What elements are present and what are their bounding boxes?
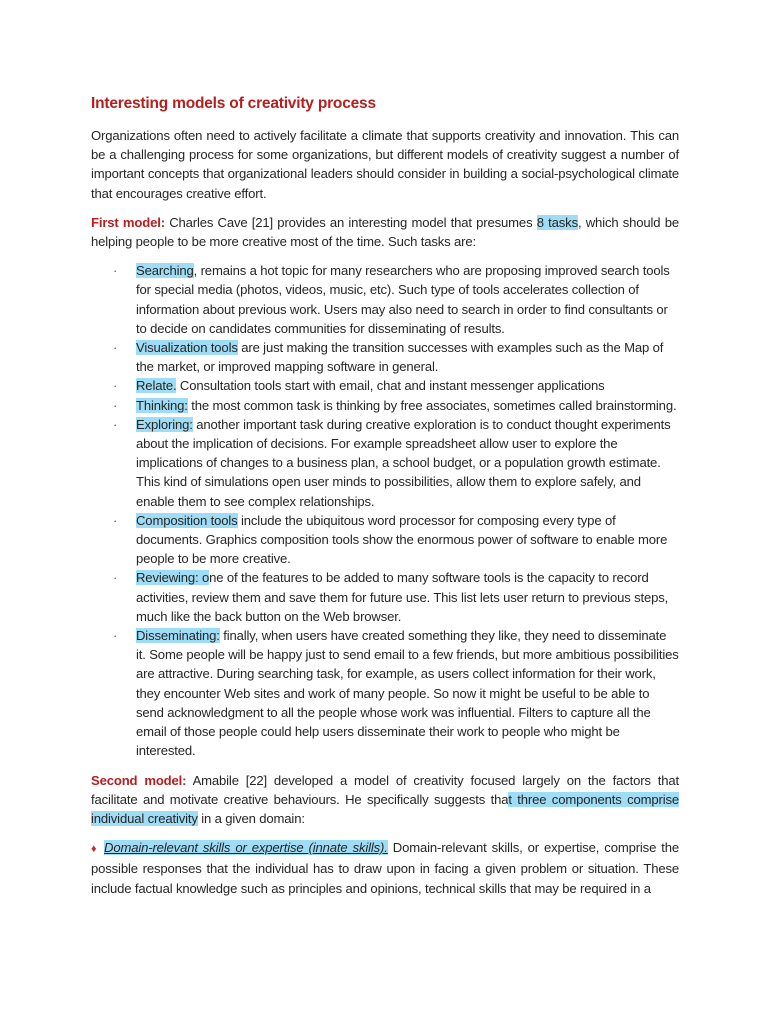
list-item [91, 396, 679, 415]
bullet-icon: · [113, 570, 118, 586]
task-term: Exploring: [136, 416, 193, 432]
first-model-paragraph [91, 213, 679, 251]
list-item [91, 415, 679, 511]
task-term: Relate. [136, 378, 177, 394]
second-model-text-a: Amabile [22] developed a model of creativity focused largely on the factors that facilitate and motivate creative behaviours. He specifically suggests tha [91, 772, 679, 807]
domain-skills-text: Domain-relevant skills, or expertise, comprise the possible responses that the individual has to draw upon in facing a given problem or situation. These include factual knowledge such as principles and opinions, technical skills that may be required in a [91, 840, 679, 896]
task-term: Thinking: [136, 397, 188, 413]
bullet-icon: · [113, 416, 118, 432]
second-model-text-b: in a given domain: [197, 810, 305, 826]
bullet-icon: · [113, 628, 118, 644]
task-term: Composition tools [136, 512, 238, 528]
list-item [91, 261, 679, 338]
task-list [91, 261, 679, 760]
bullet-icon: · [113, 340, 118, 356]
diamond-bullet-icon: ♦ [91, 843, 99, 856]
intro-paragraph: Organizations often need to actively facilitate a climate that supports creativity and innovation. This can be a challenging process for some organizations, but different models of creativity suggest a number of important concepts that organizational leaders should consider in building a social-psychological climate that encourages creative effort. [91, 128, 679, 201]
task-text: the most common task is thinking by free associates, sometimes called brainstorming. [187, 397, 677, 413]
section-title: Interesting models of creativity process [91, 95, 376, 112]
bullet-icon: · [113, 378, 118, 394]
second-model-paragraph [91, 771, 679, 829]
first-model-text-b: , which should be helping people to be more creative most of the time. Such tasks are: [91, 214, 679, 250]
first-model-highlight: 8 tasks [536, 214, 578, 230]
task-text: ne of the features to be added to many software tools is the capacity to record activities, review them and save them for future use. This list lets user return to previous steps, much like the back button on the Web browser. [136, 570, 669, 624]
bullet-icon: · [113, 512, 118, 528]
task-text: , remains a hot topic for many researchers who are proposing improved search tools for special media (photos, videos, music, etc). Such type of tools accelerates collection of information about previous work. Users may also need to search in order to find consultants or to decide on candidates communities for disseminating of results. [136, 263, 670, 336]
task-text: include the ubiquitous word processor for composing every type of documents. Graphics composition tools show the enormous power of software to enable more people to be more creative. [136, 512, 668, 567]
document-content [91, 94, 679, 908]
task-term: Searching [136, 263, 194, 279]
bullet-icon: · [113, 263, 118, 279]
list-item [91, 511, 679, 569]
task-term: Visualization tools [136, 340, 238, 356]
first-model-label: First model: [91, 214, 165, 230]
second-model-label: Second model: [91, 772, 187, 788]
bullet-icon: · [113, 397, 118, 413]
second-model-highlight: t three components comprise individual creativity [91, 791, 679, 826]
task-text: another important task during creative exploration is to conduct thought experiments about the implication of decisions. For example spreadsheet allow user to explore the implications of changes to a business plan, a school budget, or a population growth estimate. This kind of simulations open user minds to possibilities, allow them to explore safely, and enable them to see complex relationships. [136, 416, 671, 509]
list-item [91, 568, 679, 626]
task-term: Disseminating: [136, 628, 220, 644]
domain-skills-paragraph [91, 838, 679, 898]
list-item [91, 338, 679, 376]
domain-skills-term: Domain-relevant skills or expertise (innate skills). [104, 840, 388, 856]
first-model-text-a: Charles Cave [21] provides an interesting model that presumes [164, 214, 537, 230]
list-item [91, 626, 679, 760]
list-item [91, 376, 679, 395]
task-term: Reviewing: o [136, 570, 210, 586]
task-text: Consultation tools start with email, chat and instant messenger applications [176, 378, 605, 394]
task-text: are just making the transition successes with examples such as the Map of the market, or improved mapping software in general. [136, 340, 664, 375]
task-text: finally, when users have created something they like, they need to disseminate it. Some people will be happy just to send email to a few friends, but more ambitious possibilities are attractive. During searching task, for example, as users collect information for their work, they encounter Web sites and work of many people. So now it might be useful to be able to send acknowledgment to all the people whose work was influential. Filters to capture all the email of those people could help users disseminate their work to people who might be interested. [136, 628, 679, 759]
